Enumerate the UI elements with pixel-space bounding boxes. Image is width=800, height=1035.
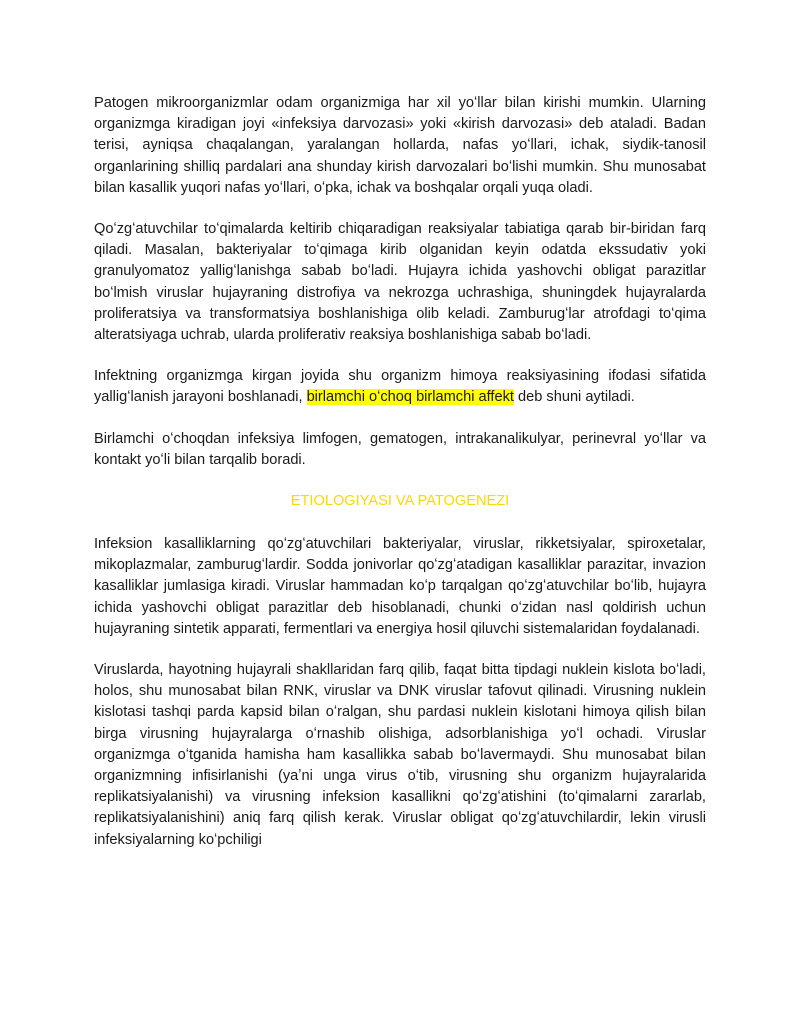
paragraph-spread-routes: Birlamchi oʻchoqdan infeksiya limfogen, gematogen, intrakanalikulyar, perinevral yoʻllar va kontakt yoʻli bilan tarqalib boradi. xyxy=(94,430,706,468)
paragraph-primary-affect xyxy=(94,366,706,408)
paragraph-infection-gates: Patogen mikroorganizmlar odam organizmiga har xil yoʻllar bilan kirishi mumkin. Ularning organizmga kiradigan joyi «infeksiya darvozasi» yoki «kirish darvozasi» deb ataladi. Badan terisi, ayniqsa chaqalangan, yaralangan hollarda, nafas yoʻllari, ichak, siydik-tanosil organlarining shilliq pardalari ana shunday kirish darvozalari boʻlishi mumkin. Shu munosabat bilan kasallik yuqori nafas yoʻllari, oʻpka, ichak va boshqalar orqali yuqa oladi. xyxy=(94,95,706,196)
document-page xyxy=(94,93,706,871)
paragraph-viruses: Viruslarda, hayotning hujayrali shakllaridan farq qilib, faqat bitta tipdagi nuklein kislota boʻladi, holos, shu munosabat bilan RNK, viruslar va DNK viruslar tafovut qilinadi. Virusning nuklein kislotasi tashqi parda kapsid bilan oʻralgan, shu pardasi nuklein kislotani himoya qilish bilan birga virusning hujayralarga oʻrnashib olishiga, adsorblanishiga yoʻl ochadi. Viruslar organizmga oʻtganida hamisha ham kasallikka sabab boʻlavermaydi. Shu munosabat bilan organizmning infisirlanishi (yaʼni unga virus oʻtib, virusning shu organizm hujayralarida replikatsiyalanishi) va virusning infeksion kasallikni qoʻzgʻatishini (toʻqimalarni zararlab, replikatsiyalanishini) aniq farq qilish kerak. Viruslar obligat qoʻzgʻatuvchilardir, lekin virusli infeksiyalarning koʻpchiligi xyxy=(94,662,706,848)
highlighted-term: birlamchi oʻchoq birlamchi affekt xyxy=(306,389,514,406)
paragraph-primary-affect-text: Infektning organizmga kirgan joyida shu organizm himoya reaksiyasining ifodasi sifatida yalligʻlanish jarayoni boshlanadi, xyxy=(94,368,706,406)
paragraph-primary-affect-tail: deb shuni aytiladi. xyxy=(513,389,635,406)
paragraph-pathogens: Infeksion kasalliklarning qoʻzgʻatuvchilari bakteriyalar, viruslar, rikketsiyalar, spiroxetalar, mikoplazmalar, zamburugʻlardir. Sodda jonivorlar qoʻzgʻatadigan kasalliklar parazitar, invazion kasalliklar jumlasiga kiradi. Viruslar hammadan koʻp tarqalgan qoʻzgʻatuvchilar boʻlib, hujayra ichida yashovchi obligat parazitlar deb hisoblanadi, chunki oʻzidan nasl qoldirish uchun hujayraning sintetik apparati, fermentlari va energiya hosil qiluvchi sistemalaridan foydalanadi. xyxy=(94,536,706,637)
paragraph-tissue-reactions: Qoʻzgʻatuvchilar toʻqimalarda keltirib chiqaradigan reaksiyalar tabiatiga qarab bir-biridan farq qiladi. Masalan, bakteriyalar toʻqimaga kirib olganidan keyin odatda ekssudativ yoki granulyomatoz yalligʻlanishga sabab boʻladi. Hujayra ichida yashovchi obligat parazitlar boʻlmish viruslar hujayraning distrofiya va nekrozga uchrashiga, shuningdek hujayralarda proliferatsiya va transformatsiya boshlanishiga olib keladi. Zamburugʻlar atrofdagi toʻqima alteratsiyaga uchrab, ularda proliferativ reaksiya boshlanishiga sabab boʻladi. xyxy=(94,221,706,344)
section-heading: ETIOLOGIYASI VA PATOGENEZI xyxy=(290,493,510,510)
